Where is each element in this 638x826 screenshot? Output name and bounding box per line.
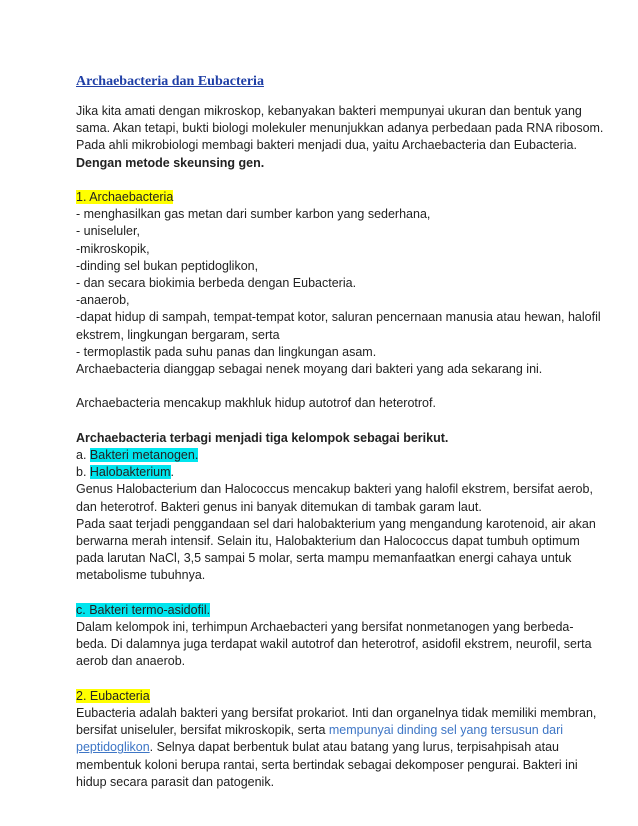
halo-line: Genus Halobacterium dan Halococcus mencakup bakteri yang halofil ekstrem, bersifat aerob, — [76, 482, 593, 497]
intro-line: sama. Akan tetapi, bukti biologi molekuler menunjukkan adanya perbedaan pada RNA ribosom. — [76, 121, 604, 136]
halo-line: dan heterotrof. Bakteri genus ini banyak ditemukan di tambak garam laut. — [76, 499, 482, 514]
eubacteria-line — [76, 739, 576, 756]
trait-line: - uniseluler, — [76, 224, 140, 239]
termo-line: beda. Di dalamnya juga terdapat wakil autotrof dan heterotrof, asidofil ekstrem, neurofil, serta — [76, 637, 592, 652]
section-archaebacteria — [76, 189, 576, 206]
groups-heading: Archaebacteria terbagi menjadi tiga kelompok sebagai berikut. — [76, 430, 449, 445]
intro-line: Jika kita amati dengan mikroskop, kebanyakan bakteri mempunyai ukuran dan bentuk yang — [76, 104, 582, 118]
eubacteria-line: hidup secara parasit dan patogenik. — [76, 774, 275, 789]
group-b-suffix: . — [170, 465, 174, 480]
eubacteria-line: membentuk koloni berupa rantai, serta bertindak sebagai dekomposer pengurai. Bakteri ini — [76, 757, 578, 772]
halo-line: metabolisme tubuhnya. — [76, 568, 206, 583]
termo-line: aerob dan anaerob. — [76, 654, 186, 669]
page-title: Archaebacteria dan Eubacteria — [76, 74, 264, 89]
eubacteria-line — [76, 722, 576, 739]
trait-line: - menghasilkan gas metan dari sumber karbon yang sederhana, — [76, 207, 431, 222]
peptidoglikon-link-part2[interactable]: peptidoglikon — [76, 740, 150, 755]
trait-line: - dan secara biokimia berbeda dengan Eubacteria. — [76, 276, 357, 291]
trait-line: - termoplastik pada suhu panas dan lingkungan asam. — [76, 344, 377, 359]
trait-line: ekstrem, lingkungan bergaram, serta — [76, 327, 280, 342]
group-b-label: Halobakterium — [89, 465, 171, 480]
termo-line: Dalam kelompok ini, terhimpun Archaebacteri yang bersifat nonmetanogen yang berbeda- — [76, 620, 574, 635]
peptidoglikon-link-part1[interactable]: mempunyai dinding sel yang tersusun dari — [328, 723, 564, 738]
archaebacteria-heading: 1. Archaebacteria — [76, 190, 174, 204]
group-a-prefix: a. — [76, 448, 90, 463]
method-line: Dengan metode skeunsing gen. — [76, 155, 265, 170]
intro-line: Pada ahli mikrobiologi membagi bakteri menjadi dua, yaitu Archaebacteria dan Eubacteria. — [76, 138, 577, 153]
eubacteria-line: Eubacteria adalah bakteri yang bersifat prokariot. Inti dan organelnya tidak memiliki membran, — [76, 706, 597, 721]
group-a-line — [76, 447, 576, 464]
eubacteria-heading: 2. Eubacteria — [76, 688, 150, 703]
autotrof-line: Archaebacteria mencakup makhluk hidup autotrof dan heterotrof. — [76, 396, 436, 411]
eubacteria-line3-text: . Selnya dapat berbentuk bulat atau batang yang lurus, terpisahpisah atau — [149, 740, 559, 755]
halo-line: pada larutan NaCl, 3,5 sampai 5 molar, serta mampu memanfaatkan energi cahaya untuk — [76, 551, 572, 566]
trait-line: -mikroskopik, — [76, 241, 150, 256]
group-b-prefix: b. — [76, 465, 90, 480]
trait-line: -dinding sel bukan peptidoglikon, — [76, 258, 259, 273]
eubacteria-line2-text: bersifat uniseluler, bersifat mikroskopik, serta — [76, 723, 329, 738]
document-body — [76, 103, 604, 791]
trait-line: Archaebacteria dianggap sebagai nenek moyang dari bakteri yang ada sekarang ini. — [76, 362, 543, 377]
group-a-label: Bakteri metanogen. — [89, 448, 199, 463]
group-c-label: c. Bakteri termo-asidofil. — [76, 602, 211, 617]
halo-line: berwarna merah intensif. Selain itu, Halobakterium dan Halococcus dapat tumbuh optimum — [76, 534, 580, 549]
group-b-line — [76, 464, 576, 481]
group-c-line — [76, 602, 576, 619]
trait-line: -dapat hidup di sampah, tempat-tempat kotor, saluran pencernaan manusia atau hewan, halofil — [76, 310, 601, 325]
section-eubacteria — [76, 688, 576, 705]
halo-line: Pada saat terjadi penggandaan sel dari halobakterium yang mengandung karotenoid, air akan — [76, 516, 596, 531]
trait-line: -anaerob, — [76, 293, 130, 308]
